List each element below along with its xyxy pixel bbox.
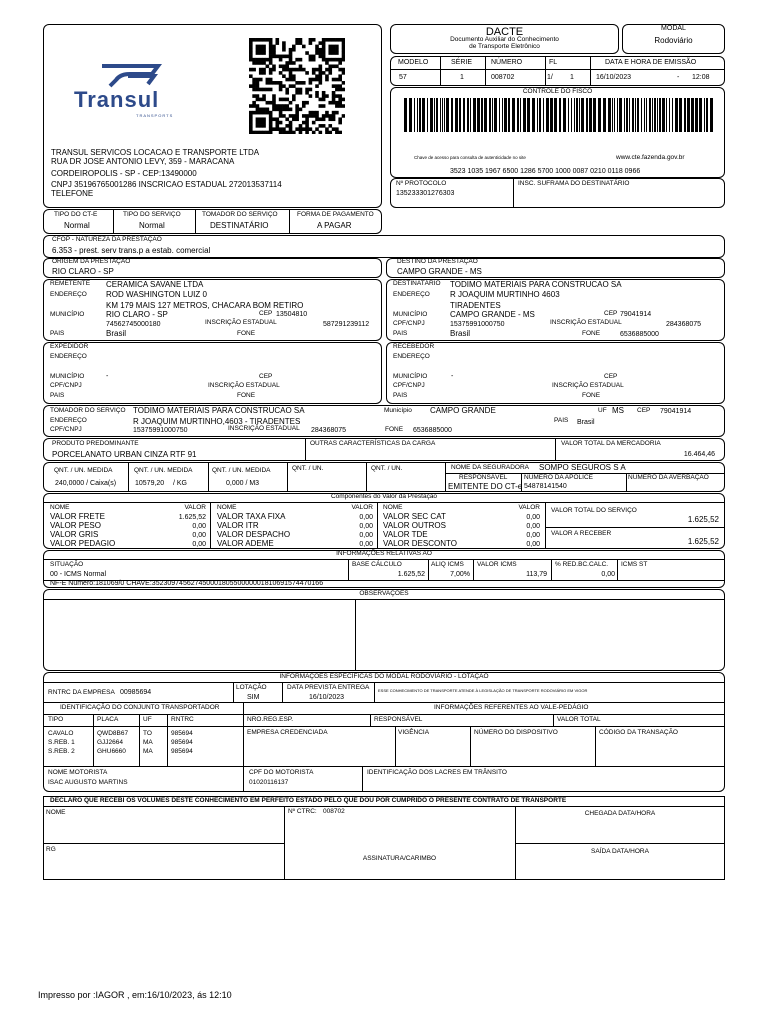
suframa-label: INSC. SUFRAMA DO DESTINATÁRIO — [518, 180, 630, 187]
forma-pagamento-value: A PAGAR — [317, 221, 352, 230]
tipo-servico-value: Normal — [139, 221, 165, 230]
tomador-municipio: CAMPO GRANDE — [430, 406, 496, 415]
divider — [284, 806, 285, 880]
destino-label: DESTINO DA PRESTAÇÃO — [397, 258, 478, 265]
dacte-subtitle-2: de Transporte Eletrônico — [469, 43, 540, 50]
divider — [370, 714, 371, 726]
divider — [43, 502, 725, 503]
veiculo-tipo: CAVALO — [48, 730, 74, 737]
recebedor-fone-label: FONE — [582, 392, 601, 399]
nome-recebedor-label: NOME — [46, 809, 66, 816]
divider — [167, 714, 168, 766]
transacao-label: CÓDIGO DA TRANSAÇÃO — [599, 729, 678, 736]
divider — [545, 502, 546, 549]
divider — [287, 462, 288, 492]
divider — [595, 726, 596, 766]
divider — [43, 806, 725, 807]
motorista-value: ISAC AUGUSTO MARTINS — [48, 779, 128, 786]
destinatario-cep-label: CEP — [604, 310, 618, 317]
divider — [545, 56, 546, 86]
fl-label: FL — [549, 59, 558, 66]
recebedor-pais-label: PAIS — [393, 392, 408, 399]
saida-label: SAÍDA DATA/HORA — [591, 848, 649, 855]
expedidor-municipio-label: MUNICÍPIO — [50, 373, 85, 380]
valor-mercadoria-label: VALOR TOTAL DA MERCADORIA — [561, 440, 661, 447]
divider — [445, 462, 446, 492]
modal-title: INFORMAÇÕES ESPECÍFICAS DO MODAL RODOVIÁRIO - LOTAÇÃO — [279, 673, 489, 680]
comp-valor: 0,00 — [192, 523, 206, 530]
divider — [43, 714, 725, 715]
divider — [553, 714, 554, 726]
observacoes-box — [43, 589, 725, 671]
tipo-cte-value: Normal — [64, 221, 90, 230]
tomador-endereco-label: ENDEREÇO — [50, 417, 87, 424]
destinatario-endereco-label: ENDEREÇO — [393, 291, 430, 298]
seguradora-label: NOME DA SEGURADORA — [451, 464, 530, 471]
remetente-ie: 587291239112 — [323, 321, 370, 328]
divider — [555, 438, 556, 461]
impresso-por: Impresso por :IAGOR , em:16/10/2023, ás 12:10 — [38, 990, 232, 1000]
seguradora-value: SOMPO SEGUROS S A — [539, 463, 626, 472]
expedidor-ie-label: INSCRIÇÃO ESTADUAL — [208, 382, 280, 389]
divider — [590, 56, 591, 86]
comp-nome: VALOR TAXA FIXA — [217, 512, 286, 521]
divider — [440, 56, 441, 86]
icms-st-label: ICMS ST — [621, 561, 648, 568]
icms-title: INFORMAÇÕES RELATIVAS AO — [336, 550, 432, 557]
declaracao-text: DECLARO QUE RECEBI OS VOLUMES DESTE CONHECIMENTO EM PERFEITO ESTADO PELO QUE DOU POR CUMPRIDO O PRESENTE CONTRATO DE TRANSPORTE — [50, 797, 567, 804]
destinatario-municipio: CAMPO GRANDE - MS — [450, 310, 535, 319]
aliq-icms-value: 7,00% — [450, 571, 470, 578]
divider — [362, 766, 363, 792]
numero-value: 008702 — [491, 74, 515, 81]
veiculo-tipo: S.REB. 1 — [48, 739, 75, 746]
responsavel-pedagio-label: RESPONSÁVEL — [374, 716, 423, 723]
comp-nome: VALOR DESPACHO — [217, 530, 291, 539]
dispositivo-label: NÚMERO DO DISPOSITIVO — [474, 729, 558, 736]
tomador-ie: 284368075 — [311, 427, 347, 434]
qr-svg — [249, 38, 345, 134]
valor-icms-label: VALOR ICMS — [477, 561, 517, 568]
divider — [43, 726, 725, 727]
destinatario-fone: 6536885000 — [620, 331, 659, 338]
recebedor-endereco-label: ENDEREÇO — [393, 353, 430, 360]
divider — [305, 438, 306, 461]
comp-valor: 0,00 — [526, 541, 540, 548]
veiculo-uf: TO — [143, 730, 152, 737]
data-emissao-label: DATA E HORA DE EMISSÃO — [605, 59, 697, 66]
destinatario-endereco-1: R JOAQUIM MURTINHO 4603 — [450, 290, 560, 299]
red-bc-label: % RED.BC.CALC. — [555, 561, 609, 568]
remetente-cnpj: 74562745000180 — [106, 321, 161, 328]
divider — [289, 209, 290, 234]
tomador-cep: 79041914 — [660, 408, 692, 415]
destinatario-nome: TODIMO MATERIAIS PARA CONSTRUCAO SA — [450, 280, 622, 289]
produto-label: PRODUTO PREDOMINANTE — [52, 440, 139, 447]
assinatura-label: ASSINATURA/CARIMBO — [362, 855, 437, 862]
valor-receber-label: VALOR A RECEBER — [551, 530, 612, 537]
forma-pagamento-label: FORMA DE PAGAMENTO — [297, 211, 374, 218]
comp-valor: 0,00 — [359, 532, 373, 539]
divider — [470, 726, 471, 766]
tomador-endereco: R JOAQUIM MURTINHO,4603 - TIRADENTES — [133, 417, 301, 426]
chave-acesso: 3523 1035 1967 6500 1286 5700 1000 0087 0210 0118 0966 — [450, 168, 641, 175]
red-bc-value: 0,00 — [601, 571, 615, 578]
comp-nome: VALOR FRETE — [50, 512, 105, 521]
site-link[interactable]: www.cte.fazenda.gov.br — [616, 154, 685, 161]
prevista-label: DATA PREVISTA ENTREGA — [287, 684, 370, 691]
hora-emissao-value: 12:08 — [692, 74, 710, 81]
emitente-razao: TRANSUL SERVICOS LOCACAO E TRANSPORTE LTDA — [51, 148, 260, 157]
recebedor-municipio: - — [451, 373, 454, 380]
responsavel-value: EMITENTE DO CT-e — [448, 482, 523, 491]
fl-value-1: 1/ — [547, 74, 553, 81]
remetente-fone-label: FONE — [237, 330, 256, 337]
tomador-ie-label: INSCRIÇÃO ESTADUAL — [228, 425, 300, 432]
chegada-label: CHEGADA DATA/HORA — [584, 810, 656, 817]
comp-valor: 0,00 — [526, 532, 540, 539]
cpf-motorista-label: CPF DO MOTORISTA — [249, 769, 314, 776]
tomador-cep-label: CEP — [637, 407, 651, 414]
divider — [355, 599, 356, 671]
recebedor-municipio-label: MUNICÍPIO — [393, 373, 428, 380]
divider — [545, 527, 725, 528]
destinatario-cnpj: 15375991000750 — [450, 321, 505, 328]
veiculo-rntrc: 985694 — [171, 739, 193, 746]
remetente-endereco-label: ENDEREÇO — [50, 291, 87, 298]
situacao-value: 00 - ICMS Normal — [50, 571, 107, 578]
remetente-municipio: RIO CLARO - SP — [106, 310, 168, 319]
divider — [374, 682, 375, 702]
legislacao-aviso: ESSE CONHECIMENTO DE TRANSPORTE ATENDE À LEGISLAÇÃO DE TRANSPORTE RODOVIÁRIO EM VIGOR — [378, 688, 588, 693]
situacao-label: SITUAÇÃO — [50, 561, 84, 568]
valor-total-servico: 1.625,52 — [687, 515, 719, 524]
barcode — [404, 98, 714, 132]
divider — [208, 462, 209, 492]
remetente-cep-label: CEP — [259, 310, 273, 317]
produto-value: PORCELANATO URBAN CINZA RTF 91 — [52, 450, 197, 459]
qnt-5-label: QNT. / UN. — [371, 465, 403, 472]
ctrc-value: 008702 — [323, 808, 345, 815]
divider — [233, 682, 234, 702]
divider — [113, 209, 114, 234]
tomador-fone-label: FONE — [385, 426, 404, 433]
qnt-4-label: QNT. / UN. — [292, 465, 324, 472]
destinatario-label: DESTINATÁRIO — [393, 280, 441, 287]
comp-valor: 1.625,52 — [178, 514, 206, 521]
tomador-uf: MS — [612, 406, 624, 415]
divider — [128, 462, 129, 492]
pedagio-title: INFORMAÇÕES REFERENTES AO VALE-PEDÁGIO — [434, 704, 589, 711]
comp-nome-header: NOME — [217, 504, 237, 511]
comp-valor: 0,00 — [526, 514, 540, 521]
comp-valor: 0,00 — [359, 523, 373, 530]
recebedor-cep-label: CEP — [604, 373, 618, 380]
protocolo-value: 135233301276303 — [396, 190, 455, 197]
modal-label: MODAL — [661, 25, 686, 32]
expedidor-pais-label: PAIS — [50, 392, 65, 399]
valor-mercadoria: 16.464,46 — [683, 451, 715, 458]
tomador-servico-label: TOMADOR DO SERVIÇO — [202, 211, 278, 218]
comp-valor-header: VALOR — [351, 504, 373, 511]
rntrc-col-label: RNTRC — [171, 716, 194, 723]
divider — [210, 502, 211, 549]
origem-value: RIO CLARO - SP — [52, 267, 114, 276]
declaracao-box — [43, 796, 725, 880]
emitente-cidade: CORDEIROPOLIS - SP - CEP:13490000 — [51, 169, 197, 178]
tipo-servico-label: TIPO DO SERVIÇO — [123, 211, 181, 218]
destinatario-fone-label: FONE — [582, 330, 601, 337]
emitente-cnpj: CNPJ 35196765001286 INSCRICAO ESTADUAL 272013537114 — [51, 180, 282, 189]
controle-fisco-label: CONTROLE DO FISCO — [522, 88, 593, 95]
tomador-fone: 6536885000 — [413, 427, 452, 434]
motorista-label: NOME MOTORISTA — [48, 769, 108, 776]
cpf-motorista-value: 01020116137 — [249, 779, 289, 786]
divider — [139, 714, 140, 766]
logo-subtext: TRANSPORTS — [136, 113, 174, 118]
vigencia-label: VIGÊNCIA — [398, 729, 430, 736]
comp-valor: 0,00 — [359, 514, 373, 521]
veiculo-tipo: S.REB. 2 — [48, 748, 75, 755]
prevista-value: 16/10/2023 — [309, 694, 345, 701]
destinatario-cep: 79041914 — [620, 311, 652, 318]
dacte-title: DACTE — [485, 26, 524, 38]
recebedor-ie-label: INSCRIÇÃO ESTADUAL — [552, 382, 624, 389]
valor-total-pedagio-label: VALOR TOTAL — [557, 716, 601, 723]
destinatario-cnpj-label: CPF/CNPJ — [393, 320, 425, 327]
tomador-pais-label: PAIS — [554, 417, 569, 424]
divider — [43, 766, 725, 767]
comp-nome: VALOR PESO — [50, 521, 101, 530]
aliq-icms-label: ALIQ ICMS — [431, 561, 464, 568]
divider — [43, 559, 725, 560]
veiculo-rntrc: 985694 — [171, 748, 193, 755]
remetente-cep: 13504810 — [276, 311, 308, 318]
expedidor-box — [43, 342, 382, 404]
comp-nome: VALOR SEC CAT — [383, 512, 446, 521]
empresa-credenciada-label: EMPRESA CREDENCIADA — [247, 729, 328, 736]
comp-nome: VALOR GRIS — [50, 530, 99, 539]
destino-value: CAMPO GRANDE - MS — [397, 267, 482, 276]
destinatario-pais-label: PAIS — [393, 330, 408, 337]
apolice-value: 54878141540 — [524, 483, 567, 490]
recebedor-label: RECEBEDOR — [393, 343, 435, 350]
lacres-label: IDENTIFICAÇÃO DOS LACRES EM TRÂNSITO — [367, 769, 507, 776]
cfop-label: CFOP - NATUREZA DA PRESTAÇÃO — [52, 236, 162, 243]
cfop-value: 6.353 - prest. serv trans.p a estab. comercial — [52, 246, 211, 255]
valor-total-servico-label: VALOR TOTAL DO SERVIÇO — [551, 507, 637, 514]
valor-receber: 1.625,52 — [687, 537, 719, 546]
divider — [485, 56, 486, 86]
divider — [428, 559, 429, 580]
tomador-uf-label: UF — [598, 407, 607, 414]
comp-nome: VALOR TDE — [383, 530, 428, 539]
remetente-pais: Brasil — [106, 329, 127, 338]
nfe-chave: NF-E Numero:181069/0 CHAVE:35230974562745000180550000001810691574470166 — [50, 580, 324, 587]
comp-nome: VALOR DESCONTO — [383, 539, 457, 548]
veiculo-placa: QWD8B67 — [97, 730, 129, 737]
qnt-1-label: QNT. / UN. MEDIDA — [54, 467, 113, 474]
tomador-cnpj-label: CPF/CNPJ — [50, 426, 82, 433]
expedidor-municipio: - — [106, 373, 109, 380]
qnt-2-unit: / KG — [173, 480, 188, 487]
rntrc-empresa-value: 00985694 — [120, 689, 152, 696]
qr-code — [249, 38, 345, 134]
averbacao-label: NÚMERO DA AVERBAÇÃO — [628, 474, 709, 481]
divider — [43, 843, 284, 844]
destinatario-municipio-label: MUNICÍPIO — [393, 311, 428, 318]
data-emissao-value: 16/10/2023 — [596, 74, 632, 81]
divider — [473, 559, 474, 580]
comp-valor-header: VALOR — [518, 504, 540, 511]
remetente-label: REMETENTE — [50, 280, 91, 287]
numero-label: NÚMERO — [491, 59, 523, 66]
destinatario-ie-label: INSCRIÇÃO ESTADUAL — [550, 319, 622, 326]
veiculo-rntrc: 985694 — [171, 730, 193, 737]
uf-col-label: UF — [143, 716, 152, 723]
qnt-3-value: 0,000 / M3 — [226, 480, 260, 487]
comp-valor-header: VALOR — [184, 504, 206, 511]
divider — [513, 178, 514, 208]
veiculo-placa: GHU6660 — [97, 748, 126, 755]
veiculo-placa: GJJ2664 — [97, 739, 124, 746]
tomador-label: TOMADOR DO SERVIÇO — [50, 407, 126, 414]
expedidor-label: EXPEDIDOR — [50, 343, 89, 350]
ctrc-label: Nº CTRC: — [288, 808, 317, 815]
lotacao-label: LOTAÇÃO — [236, 684, 267, 691]
divider — [366, 462, 367, 492]
divider — [43, 682, 725, 683]
recebedor-box — [386, 342, 725, 404]
remetente-pais-label: PAIS — [50, 330, 65, 337]
base-calculo-label: BASE CÁLCULO — [352, 561, 402, 568]
expedidor-fone-label: FONE — [237, 392, 256, 399]
recebedor-cnpj-label: CPF/CNPJ — [393, 382, 425, 389]
comp-nome-header: NOME — [50, 504, 70, 511]
comp-valor: 0,00 — [192, 532, 206, 539]
comp-nome: VALOR OUTROS — [383, 521, 446, 530]
comp-nome-header: NOME — [383, 504, 403, 511]
comp-nome: VALOR ITR — [217, 521, 259, 530]
serie-value: 1 — [460, 74, 464, 81]
comp-nome: VALOR ADEME — [217, 539, 274, 548]
emitente-endereco: RUA DR JOSE ANTONIO LEVY, 359 - MARACANA — [51, 157, 235, 166]
chave-consulta-label: Chave de acesso para consulta de autenticidade no site — [414, 155, 526, 160]
base-calculo-value: 1.625,52 — [397, 571, 425, 578]
apolice-label: NÚMERO DA APÓLICE — [524, 474, 593, 481]
logo-text: Transul — [74, 87, 160, 112]
tomador-pais: Brasil — [577, 419, 595, 426]
expedidor-cep-label: CEP — [259, 373, 273, 380]
remetente-endereco-1: ROD WASHINGTON LUIZ 0 — [106, 290, 207, 299]
outras-caracteristicas-label: OUTRAS CARACTERÍSTICAS DA CARGA — [310, 440, 436, 447]
tomador-municipio-label: Município — [384, 407, 412, 414]
conjunto-title: IDENTIFICAÇÃO DO CONJUNTO TRANSPORTADOR — [60, 704, 220, 711]
tomador-nome: TODIMO MATERIAIS PARA CONSTRUCAO SA — [133, 406, 305, 415]
valor-icms-value: 113,79 — [526, 571, 547, 578]
qnt-1-value: 240,0000 / Caixa(s) — [55, 480, 117, 487]
qnt-3-label: QNT. / UN. MEDIDA — [212, 467, 271, 474]
modelo-label: MODELO — [398, 59, 429, 66]
destinatario-pais: Brasil — [450, 329, 471, 338]
protocolo-label: Nº PROTOCOLO — [396, 180, 447, 187]
divider — [195, 209, 196, 234]
dacte-subtitle-1: Documento Auxiliar do Conhecimento — [450, 36, 559, 43]
comp-valor: 0,00 — [192, 541, 206, 548]
divider — [348, 559, 349, 580]
remetente-nome: CERAMICA SAVANE LTDA — [106, 280, 204, 289]
tomador-servico-value: DESTINATÁRIO — [210, 221, 269, 230]
destinatario-endereco-2: TIRADENTES — [450, 301, 501, 310]
tomador-cnpj: 15375991000750 — [133, 427, 188, 434]
qnt-2-label: QNT. / UN. MEDIDA — [134, 467, 193, 474]
componentes-title: Componentes do Valor da Prestação — [330, 493, 438, 500]
placa-col-label: PLACA — [97, 716, 119, 723]
comp-nome: VALOR PEDAGIO — [50, 539, 116, 548]
remetente-endereco-2: KM 179 MAIS 127 METROS, CHACARA BOM RETIRO — [106, 301, 304, 310]
origem-label: ORIGEM DA PRESTAÇÃO — [52, 258, 131, 265]
divider — [282, 682, 283, 702]
comp-valor: 0,00 — [359, 541, 373, 548]
qnt-2-value: 10579,20 — [135, 480, 165, 487]
destinatario-ie: 284368075 — [666, 321, 702, 328]
comp-valor: 0,00 — [526, 523, 540, 530]
rg-label: RG — [46, 846, 56, 853]
divider — [43, 599, 725, 600]
divider — [617, 559, 618, 580]
modelo-value: 57 — [399, 74, 407, 81]
divider — [515, 843, 725, 844]
veiculo-uf: MA — [143, 748, 153, 755]
divider — [626, 473, 627, 492]
divider — [395, 726, 396, 766]
expedidor-cnpj-label: CPF/CNPJ — [50, 382, 82, 389]
tipo-cte-label: TIPO DO CT-E — [54, 211, 98, 218]
emitente-telefone: TELEFONE — [51, 189, 94, 198]
nro-reg-esp-label: NRO.REG.ESP. — [247, 716, 294, 723]
remetente-ie-label: INSCRIÇÃO ESTADUAL — [205, 319, 277, 326]
serie-label: SÉRIE — [451, 59, 473, 66]
remetente-municipio-label: MUNICÍPIO — [50, 311, 85, 318]
divider — [551, 559, 552, 580]
divider — [43, 702, 725, 703]
tipo-col-label: TIPO — [48, 716, 64, 723]
veiculo-uf: MA — [143, 739, 153, 746]
divider — [93, 714, 94, 766]
lotacao-value: SIM — [247, 694, 260, 701]
fl-value-2: 1 — [570, 74, 574, 81]
modal-value: Rodoviário — [654, 36, 693, 45]
rntrc-empresa-label: RNTRC DA EMPRESA — [48, 689, 115, 696]
divider — [377, 502, 378, 549]
observacoes-label: OBSERVAÇÕES — [359, 590, 409, 597]
divider — [243, 702, 244, 792]
hora-separator: - — [677, 74, 680, 81]
remetente-box — [43, 279, 382, 341]
responsavel-label: RESPONSÁVEL — [459, 474, 508, 481]
expedidor-endereco-label: ENDEREÇO — [50, 353, 87, 360]
